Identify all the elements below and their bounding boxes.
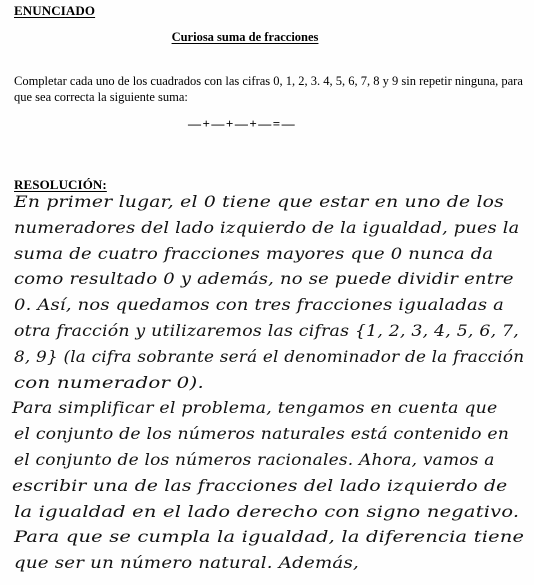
handwritten-line: el conjunto de los números racionales. Ahora, vamos a: [14, 450, 495, 469]
handwritten-line: la igualdad en el lado derecho con signo negativo.: [14, 501, 520, 521]
fraction-sum-equation: —+—+—+—=—: [188, 116, 297, 131]
handwritten-line: como resultado 0 y además, no se puede dividir entre: [14, 269, 514, 289]
problem-title: Curiosa suma de fracciones: [171, 30, 319, 44]
problem-statement: Completar cada uno de los cuadrados con las cifras 0, 1, 2, 3. 4, 5, 6, 7, 8 y 9 sin repetir ninguna, para que sea correcta la siguiente suma:: [14, 74, 523, 104]
handwritten-line: Para simplificar el problema, tengamos en cuenta que: [12, 398, 498, 418]
enunciado-heading: ENUNCIADO: [14, 3, 96, 18]
handwritten-line: escribir una de las fracciones del lado izquierdo de: [12, 475, 508, 495]
handwritten-line: 0. Así, nos quedamos con tres fracciones igualadas a: [14, 295, 505, 315]
handwritten-line: suma de cuatro fracciones mayores que 0 nunca da: [14, 243, 494, 263]
resolucion-heading: RESOLUCIÓN:: [14, 177, 107, 192]
handwritten-line: el conjunto de los números naturales está contenido en: [14, 424, 510, 444]
handwritten-line: otra fracción y utilizaremos las cifras {1, 2, 3, 4, 5, 6, 7,: [14, 321, 519, 340]
handwritten-line: que ser un número natural. Además,: [14, 553, 360, 573]
handwritten-line: En primer lugar, el 0 tiene que estar en uno de los: [14, 192, 505, 211]
handwritten-line: numeradores del lado izquierdo de la igualdad, pues la: [14, 217, 520, 237]
handwritten-line: 8, 9} (la cifra sobrante será el denominador de la fracción: [14, 346, 525, 366]
handwritten-line: con numerador 0).: [14, 372, 204, 392]
handwritten-line: Para que se cumpla la igualdad, la diferencia tiene: [14, 527, 525, 547]
